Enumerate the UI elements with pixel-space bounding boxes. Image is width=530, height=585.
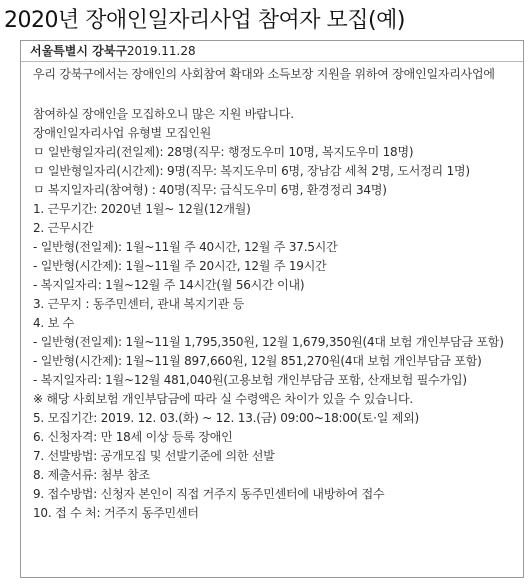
section-heading: 4. 보 수	[33, 316, 75, 330]
list-item: ㅁ 일반형일자리(시간제): 9명(직무: 복지도우미 6명, 장남감 세척 2명, 도서정리 1명)	[33, 164, 470, 178]
section-heading: 장애인일자리사업 유형별 모집인원	[33, 126, 212, 140]
notice-box	[20, 40, 524, 578]
intro-line: 우리 강북구에서는 장애인의 사회참여 확대와 소득보장 지원을 위하여 장애인일자리사업에	[33, 67, 495, 81]
section-heading: 10. 접 수 처: 거주지 동주민센터	[33, 506, 199, 520]
intro-line: 참여하실 장애인을 모집하오니 많은 지원 바랍니다.	[33, 107, 294, 121]
section-heading: 5. 모집기간: 2019. 12. 03.(화) ~ 12. 13.(금) 09:00~18:00(토·일 제외)	[33, 411, 420, 425]
list-item: - 일반형(전일제): 1월~11월 주 40시간, 12월 주 37.5시간	[33, 240, 338, 254]
list-item: - 일반형(시간제): 1월~11월 주 20시간, 12월 주 19시간	[33, 259, 327, 273]
section-heading: 2. 근무시간	[33, 221, 94, 235]
section-heading: 1. 근무기간: 2020년 1월~ 12월(12개월)	[33, 202, 251, 216]
list-item: - 복지일자리: 1월~12월 481,040원(고용보험 개인부담금 포함, 산재보험 필수가입)	[33, 373, 467, 387]
section-heading: 7. 선발방법: 공개모집 및 선발기준에 의한 선발	[33, 449, 275, 463]
list-item: ㅁ 복지일자리(참여형) : 40명(직무: 급식도우미 6명, 환경정리 34명)	[33, 183, 387, 197]
section-heading: 6. 신청자격: 만 18세 이상 등록 장애인	[33, 430, 233, 444]
list-item: - 일반형(시간제): 1월~11월 897,660원, 12월 851,270원(4대 보험 개인부담금 포함)	[33, 354, 482, 368]
section-heading: 3. 근무지 : 동주민센터, 관내 복지기관 등	[33, 297, 245, 311]
notice-region: 서울특별시 강북구	[30, 44, 127, 58]
list-item: - 일반형(전일제): 1월~11월 1,795,350원, 12월 1,679,350원(4대 보험 개인부담금 포함)	[33, 335, 504, 349]
section-heading: 8. 제출서류: 첨부 참조	[33, 468, 150, 482]
page-title: 2020년 장애인일자리사업 참여자 모집(예)	[4, 8, 405, 33]
section-heading: 9. 접수방법: 신청자 본인이 직접 거주지 동주민센터에 내방하여 접수	[33, 487, 385, 501]
notice-date: 2019.11.28	[126, 44, 196, 58]
note-line: ※ 해당 사회보험 개인부담금에 따라 실 수령액은 차이가 있을 수 있습니다.	[33, 392, 413, 406]
list-item: ㅁ 일반형일자리(전일제): 28명(직무: 행정도우미 10명, 복지도우미 18명)	[33, 145, 414, 159]
notice-body	[21, 62, 523, 523]
list-item: - 복지일자리: 1월~12월 주 14시간(월 56시간 이내)	[33, 278, 305, 292]
notice-meta	[21, 41, 523, 62]
